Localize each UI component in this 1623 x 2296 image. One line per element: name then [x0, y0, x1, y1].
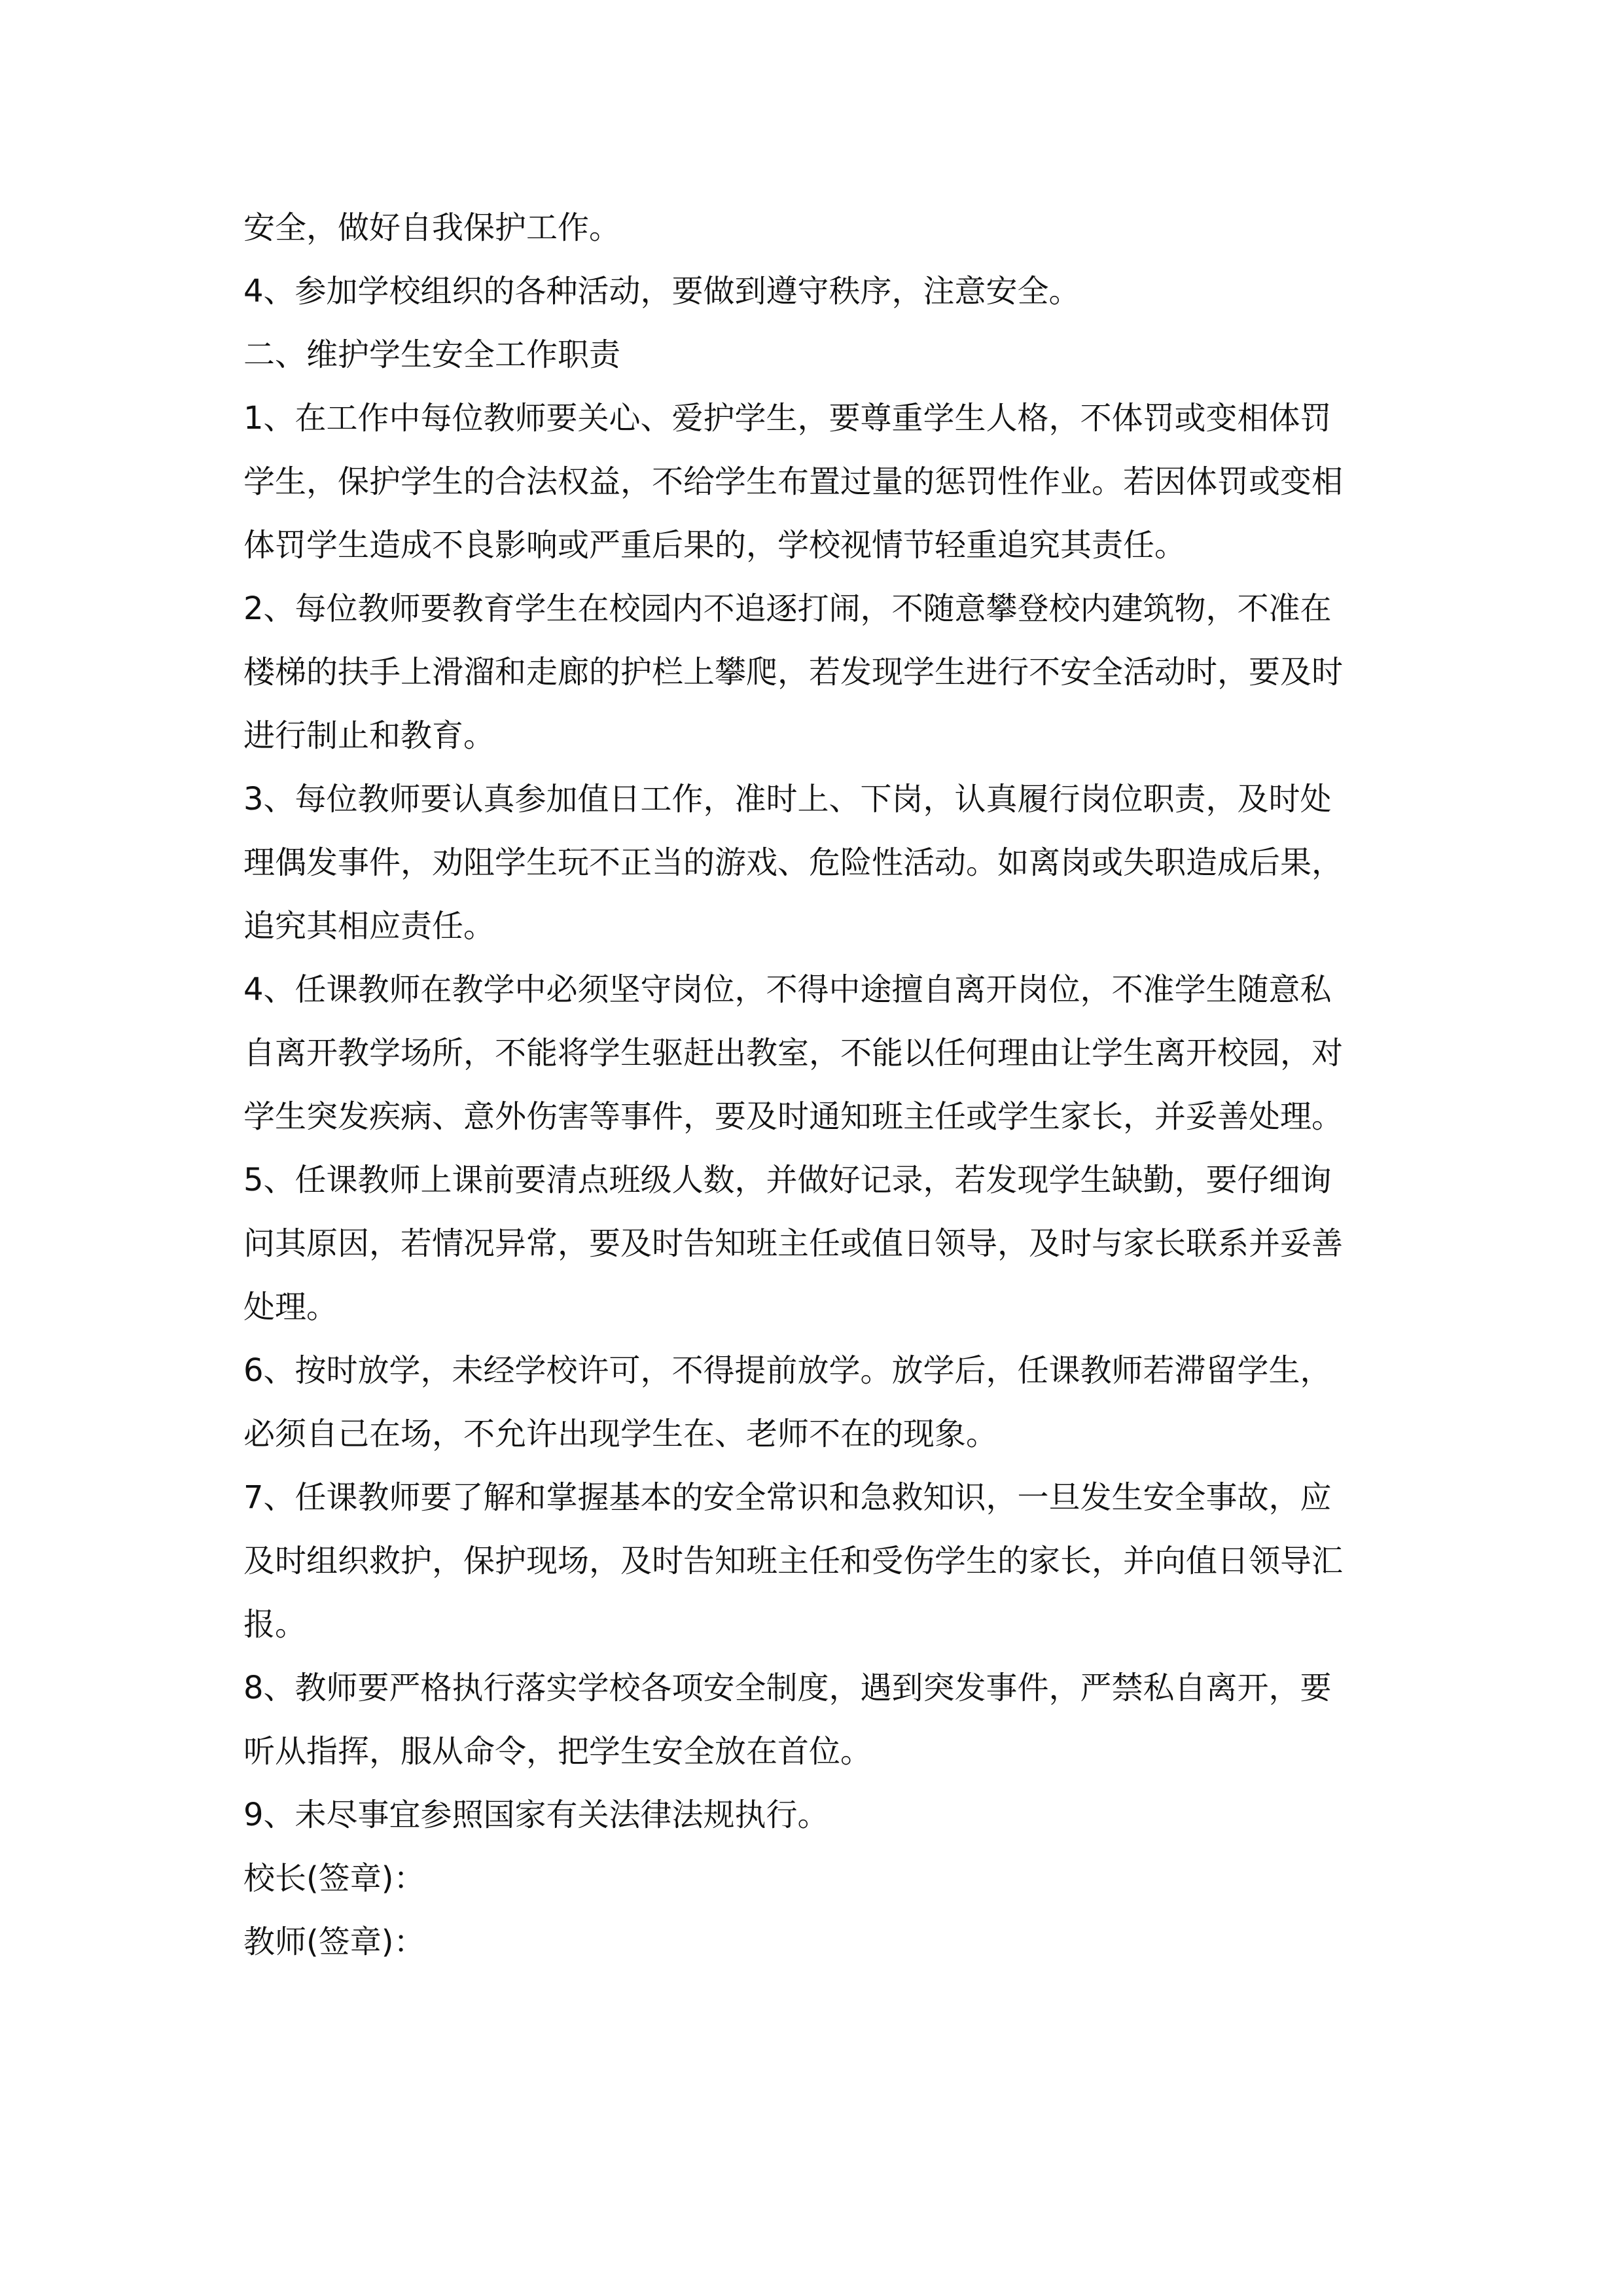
text-line: 楼梯的扶手上滑溜和走廊的护栏上攀爬，若发现学生进行不安全活动时，要及时 [243, 654, 1344, 691]
text-line: 9、未尽事宜参照国家有关法律法规执行。 [243, 1797, 829, 1833]
text-line: 处理。 [243, 1289, 338, 1325]
text-line: 安全，做好自我保护工作。 [243, 209, 621, 246]
text-line: 追究其相应责任。 [243, 908, 495, 944]
text-line: 必须自己在场，不允许出现学生在、老师不在的现象。 [243, 1416, 998, 1452]
text-line: 1、在工作中每位教师要关心、爱护学生，要尊重学生人格，不体罚或变相体罚 [243, 400, 1332, 437]
text-line: 及时组织救护，保护现场，及时告知班主任和受伤学生的家长，并向值日领导汇 [243, 1543, 1344, 1579]
text-line: 进行制止和教育。 [243, 717, 495, 754]
text-line: 4、任课教师在教学中必须坚守岗位，不得中途擅自离开岗位，不准学生随意私 [243, 971, 1332, 1008]
text-line: 6、按时放学，未经学校许可，不得提前放学。放学后，任课教师若滞留学生， [243, 1352, 1332, 1389]
text-line: 8、教师要严格执行落实学校各项安全制度，遇到突发事件，严禁私自离开，要 [243, 1670, 1332, 1706]
text-line: 学生，保护学生的合法权益，不给学生布置过量的惩罚性作业。若因体罚或变相 [243, 463, 1344, 500]
text-line: 问其原因，若情况异常，要及时告知班主任或值日领导，及时与家长联系并妥善 [243, 1225, 1344, 1262]
principal-signature-label: 校长(签章)： [243, 1860, 425, 1897]
section-heading: 二、维护学生安全工作职责 [243, 336, 621, 373]
text-line: 理偶发事件，劝阻学生玩不正当的游戏、危险性活动。如离岗或失职造成后果， [243, 844, 1344, 881]
text-line: 听从指挥，服从命令，把学生安全放在首位。 [243, 1733, 872, 1770]
text-line: 2、每位教师要教育学生在校园内不追逐打闹，不随意攀登校内建筑物，不准在 [243, 590, 1332, 627]
text-line: 4、参加学校组织的各种活动，要做到遵守秩序，注意安全。 [243, 273, 1080, 310]
text-line: 学生突发疾病、意外伤害等事件，要及时通知班主任或学生家长，并妥善处理。 [243, 1098, 1344, 1135]
text-line: 报。 [243, 1606, 307, 1643]
text-line: 体罚学生造成不良影响或严重后果的，学校视情节轻重追究其责任。 [243, 527, 1186, 564]
text-line: 5、任课教师上课前要清点班级人数，并做好记录，若发现学生缺勤，要仔细询 [243, 1162, 1332, 1198]
text-line: 自离开教学场所，不能将学生驱赶出教室，不能以任何理由让学生离开校园，对 [243, 1035, 1344, 1071]
teacher-signature-label: 教师(签章)： [243, 1924, 425, 1960]
text-line: 7、任课教师要了解和掌握基本的安全常识和急救知识，一旦发生安全事故，应 [243, 1479, 1332, 1516]
text-line: 3、每位教师要认真参加值日工作，准时上、下岗，认真履行岗位职责，及时处 [243, 781, 1332, 817]
document-body [243, 196, 1395, 1974]
